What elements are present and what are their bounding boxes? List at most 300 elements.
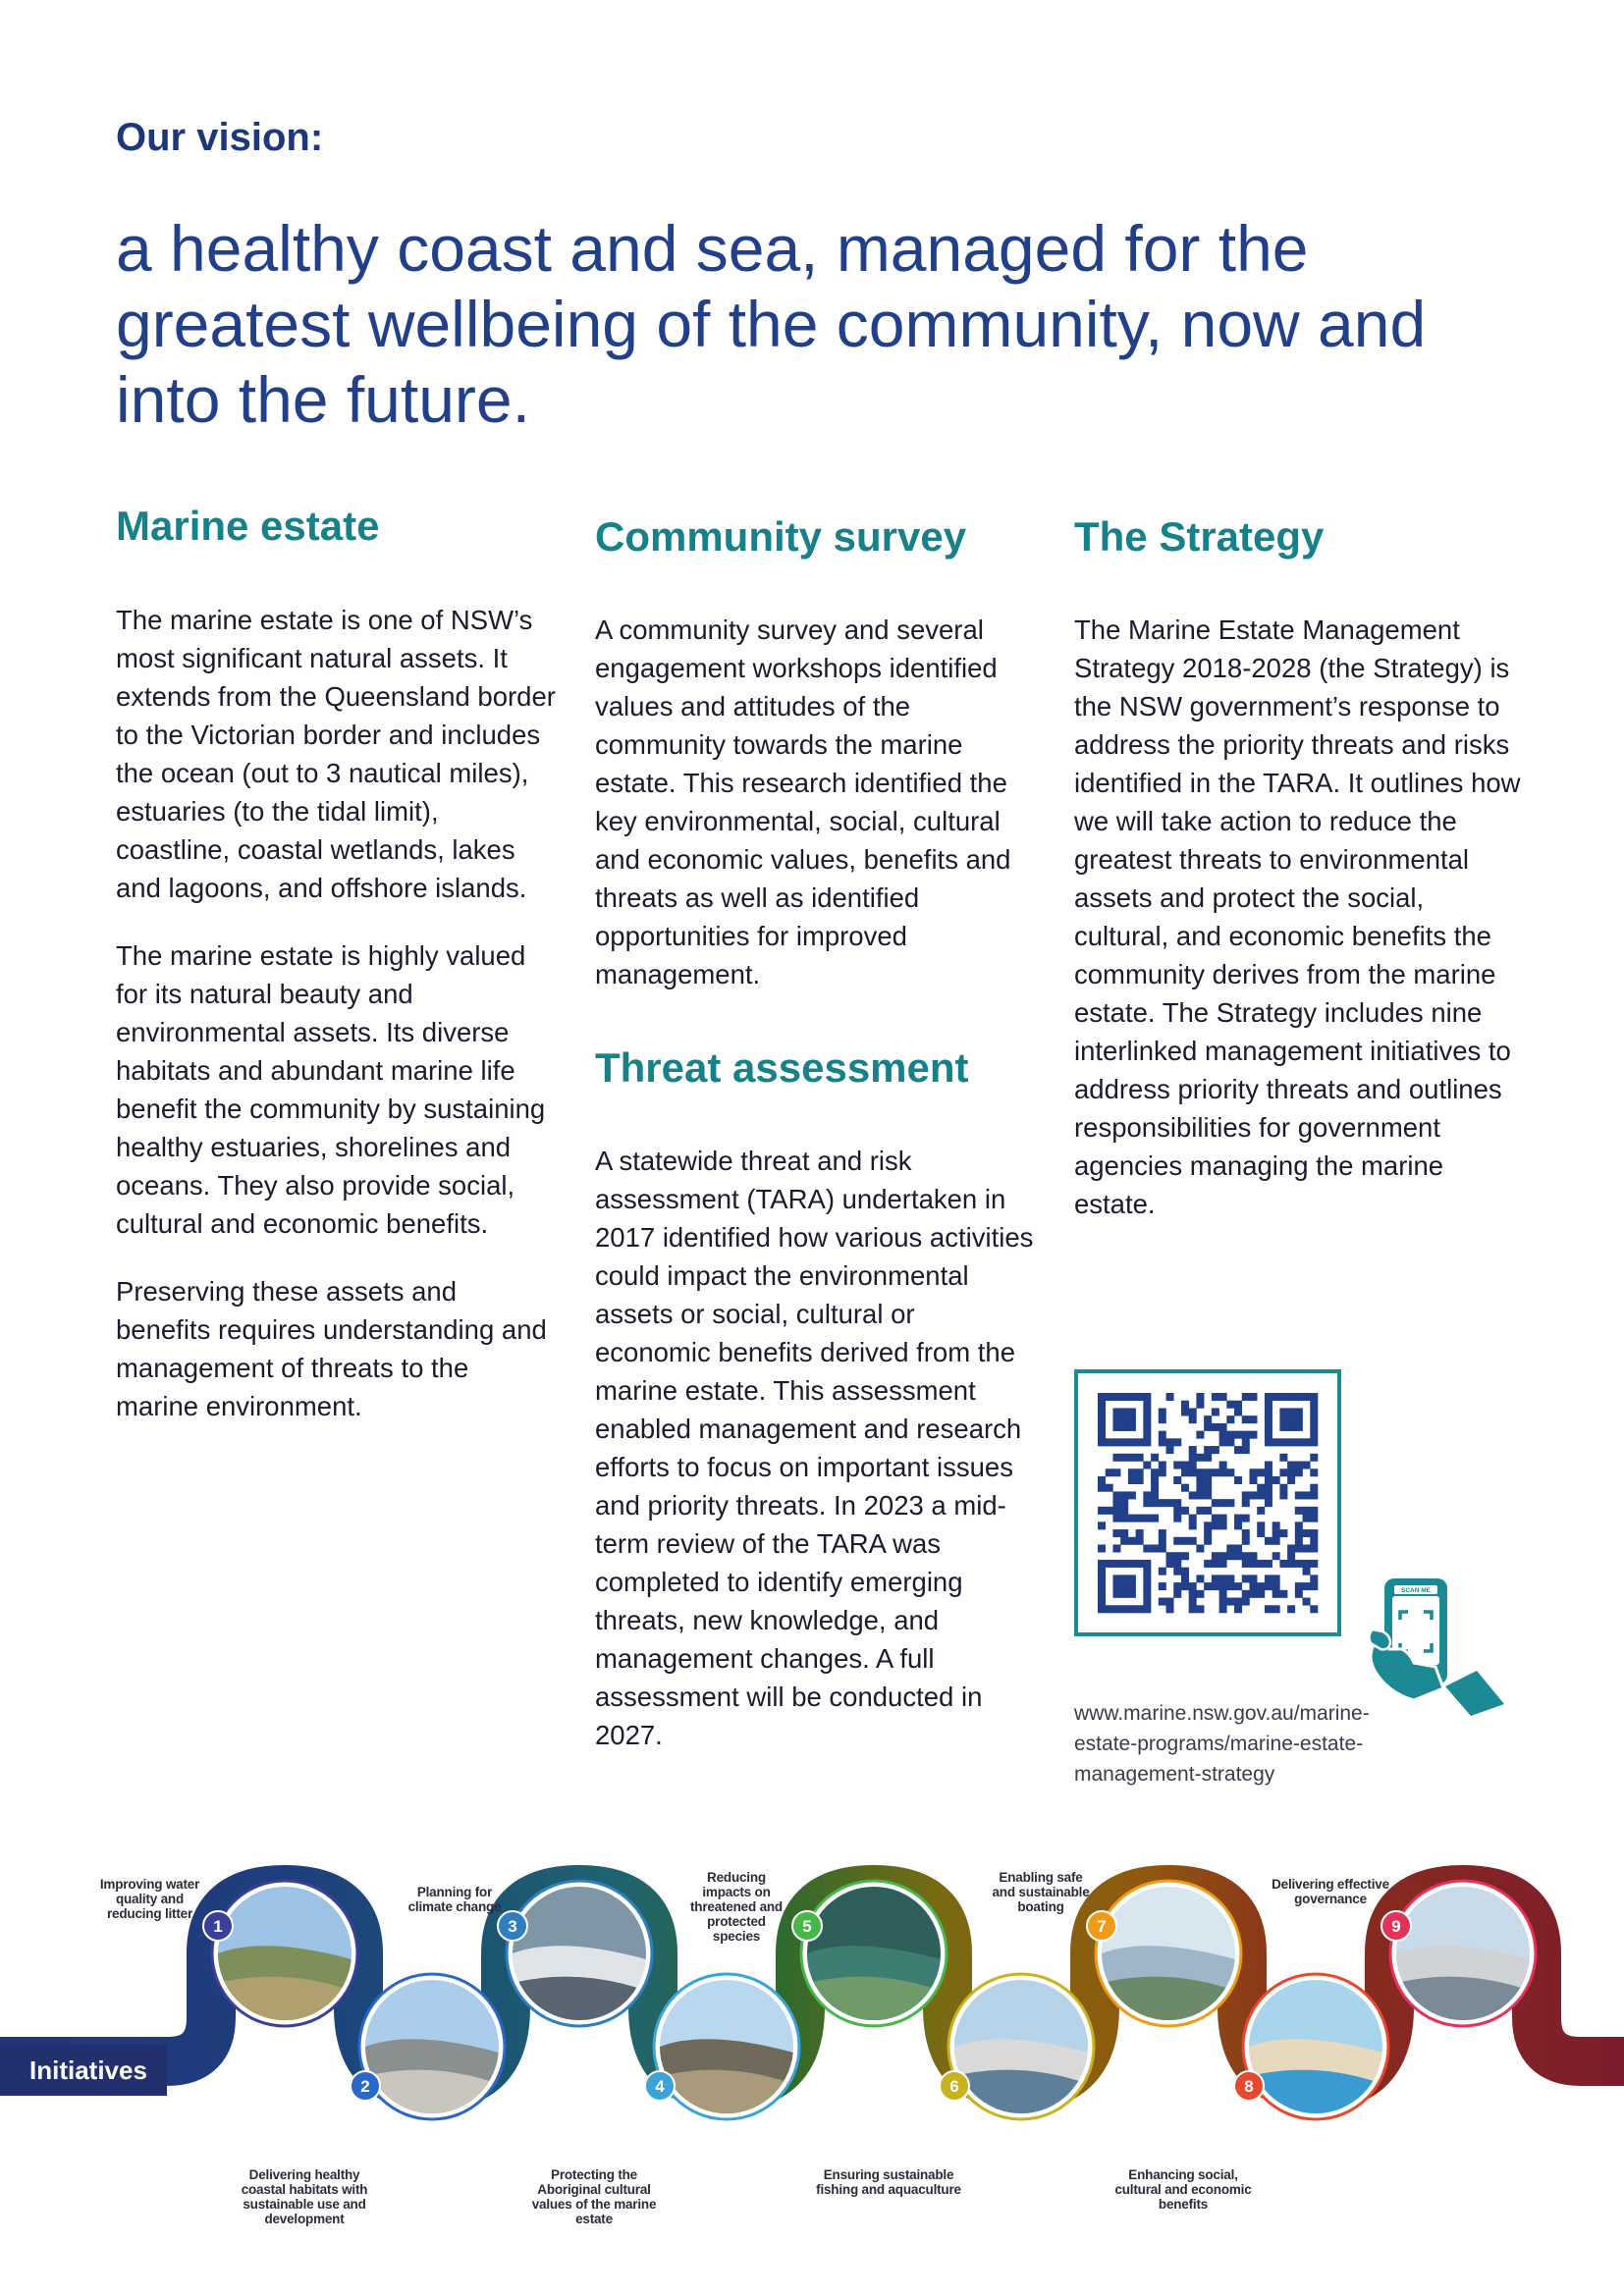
qr-module <box>1272 1582 1280 1590</box>
qr-module <box>1143 1560 1151 1568</box>
qr-module <box>1120 1415 1128 1423</box>
qr-module <box>1287 1605 1295 1613</box>
scan-me-text: SCAN ME <box>1401 1587 1431 1594</box>
qr-module <box>1204 1468 1212 1476</box>
qr-module <box>1106 1468 1113 1476</box>
qr-module <box>1166 1560 1174 1568</box>
qr-module <box>1265 1462 1272 1469</box>
qr-module <box>1249 1415 1257 1423</box>
qr-module <box>1234 1408 1242 1415</box>
qr-module <box>1120 1515 1128 1522</box>
qr-module <box>1226 1468 1234 1476</box>
qr-module <box>1112 1605 1120 1613</box>
qr-module <box>1098 1598 1106 1606</box>
initiative-1-label: Improving water quality and reducing litter <box>99 1877 200 1921</box>
strategy-body <box>1074 611 1526 1253</box>
qr-module <box>1136 1438 1144 1446</box>
qr-module <box>1204 1415 1212 1423</box>
qr-module <box>1226 1415 1234 1423</box>
qr-module <box>1279 1454 1287 1462</box>
qr-module <box>1310 1582 1318 1590</box>
qr-module <box>1136 1560 1144 1568</box>
qr-module <box>1181 1468 1189 1476</box>
qr-module <box>1128 1605 1136 1613</box>
initiative-8-label: Enhancing social, cultural and economic benefits <box>1114 2167 1252 2212</box>
qr-module <box>1098 1507 1106 1515</box>
initiative-7-label: Enabling safe and sustainable boating <box>992 1870 1090 1914</box>
qr-module <box>1219 1423 1227 1431</box>
qr-module <box>1295 1393 1303 1401</box>
qr-module <box>1173 1462 1181 1469</box>
qr-module <box>1249 1393 1257 1401</box>
qr-module <box>1212 1575 1219 1582</box>
qr-module <box>1120 1491 1128 1499</box>
qr-module <box>1310 1484 1318 1492</box>
qr-module <box>1143 1438 1151 1446</box>
initiative-number: 9 <box>1391 1917 1401 1936</box>
initiative-7-circle <box>1096 1881 1241 2026</box>
qr-module <box>1159 1431 1166 1439</box>
qr-module <box>1272 1476 1280 1484</box>
qr-module <box>1272 1529 1280 1537</box>
qr-module <box>1136 1605 1144 1613</box>
qr-module <box>1098 1401 1106 1409</box>
qr-module <box>1303 1438 1311 1446</box>
qr-module <box>1265 1537 1272 1545</box>
community-survey-body <box>595 611 1039 1023</box>
qr-module <box>1143 1590 1151 1598</box>
qr-module <box>1098 1575 1106 1582</box>
qr-module <box>1143 1598 1151 1606</box>
qr-module <box>1098 1431 1106 1439</box>
qr-module <box>1265 1468 1272 1476</box>
initiative-9-circle <box>1390 1881 1536 2026</box>
qr-module <box>1120 1582 1128 1590</box>
qr-module <box>1212 1499 1219 1507</box>
qr-module <box>1287 1415 1295 1423</box>
qr-module <box>1272 1575 1280 1582</box>
initiative-1-badge <box>203 1911 233 1941</box>
qr-module <box>1257 1582 1265 1590</box>
qr-module <box>1272 1605 1280 1613</box>
qr-module <box>1249 1468 1257 1476</box>
qr-module <box>1242 1575 1250 1582</box>
initiative-3-badge <box>498 1911 527 1941</box>
qr-module <box>1310 1529 1318 1537</box>
qr-module <box>1265 1401 1272 1409</box>
qr-module <box>1196 1454 1204 1462</box>
qr-module <box>1219 1605 1227 1613</box>
marine-estate-body <box>116 601 558 1455</box>
qr-module <box>1212 1515 1219 1522</box>
marine-estate-paragraph-1: The marine estate is one of NSW’s most significant natural assets. It extends from the Queensland border to the Victorian border and includes the ocean (out to 3 nautical miles), estuaries (to the tidal limit), coastline, coastal wetlands, lakes and lagoons, and offshore islands. <box>116 605 556 903</box>
qr-module <box>1257 1560 1265 1568</box>
qr-module <box>1189 1468 1197 1476</box>
qr-module <box>1128 1515 1136 1522</box>
qr-module <box>1249 1582 1257 1590</box>
qr-module <box>1295 1462 1303 1469</box>
qr-module <box>1249 1552 1257 1560</box>
qr-module <box>1112 1507 1120 1515</box>
initiative-number: 7 <box>1097 1917 1107 1936</box>
qr-module <box>1189 1408 1197 1415</box>
qr-module <box>1143 1544 1151 1552</box>
qr-module <box>1310 1415 1318 1423</box>
qr-module <box>1234 1598 1242 1606</box>
qr-module <box>1279 1415 1287 1423</box>
qr-module <box>1181 1462 1189 1469</box>
qr-module <box>1189 1582 1197 1590</box>
qr-module <box>1128 1468 1136 1476</box>
qr-module <box>1112 1408 1120 1415</box>
qr-module <box>1173 1499 1181 1507</box>
qr-module <box>1242 1598 1250 1606</box>
qr-module <box>1265 1476 1272 1484</box>
qr-module <box>1166 1499 1174 1507</box>
qr-module <box>1166 1446 1174 1454</box>
qr-module <box>1242 1529 1250 1537</box>
qr-module <box>1219 1590 1227 1598</box>
qr-module <box>1120 1590 1128 1598</box>
qr-module <box>1234 1544 1242 1552</box>
qr-module <box>1143 1605 1151 1613</box>
qr-module <box>1120 1575 1128 1582</box>
qr-module <box>1287 1476 1295 1484</box>
qr-module <box>1279 1438 1287 1446</box>
qr-module <box>1136 1468 1144 1476</box>
qr-module <box>1295 1423 1303 1431</box>
qr-module <box>1310 1454 1318 1462</box>
qr-module <box>1310 1468 1318 1476</box>
qr-module <box>1310 1537 1318 1545</box>
qr-module <box>1212 1552 1219 1560</box>
qr-module <box>1189 1462 1197 1469</box>
qr-module <box>1098 1408 1106 1415</box>
qr-module <box>1196 1476 1204 1484</box>
qr-module <box>1112 1491 1120 1499</box>
qr-module <box>1279 1560 1287 1568</box>
initiative-3-circle <box>507 1881 652 2026</box>
qr-module <box>1234 1522 1242 1529</box>
initiative-6-badge <box>940 2071 969 2101</box>
qr-module <box>1159 1468 1166 1476</box>
qr-module <box>1257 1529 1265 1537</box>
qr-module <box>1189 1446 1197 1454</box>
qr-module <box>1242 1438 1250 1446</box>
qr-module <box>1242 1537 1250 1545</box>
qr-code[interactable] <box>1078 1373 1337 1632</box>
qr-module <box>1136 1476 1144 1484</box>
qr-module <box>1279 1484 1287 1492</box>
qr-module <box>1112 1582 1120 1590</box>
qr-module <box>1295 1529 1303 1537</box>
threat-assessment-body <box>595 1142 1037 1784</box>
qr-module <box>1166 1438 1174 1446</box>
qr-module <box>1173 1552 1181 1560</box>
initiative-5-circle <box>801 1881 947 2026</box>
qr-module <box>1151 1491 1159 1499</box>
qr-module <box>1151 1468 1159 1476</box>
qr-module <box>1226 1401 1234 1409</box>
qr-module <box>1310 1575 1318 1582</box>
qr-module <box>1166 1393 1174 1401</box>
qr-module <box>1159 1537 1166 1545</box>
qr-module <box>1181 1582 1189 1590</box>
qr-module <box>1112 1560 1120 1568</box>
qr-module <box>1212 1522 1219 1529</box>
qr-module <box>1295 1507 1303 1515</box>
qr-module <box>1265 1408 1272 1415</box>
qr-module <box>1204 1560 1212 1568</box>
qr-module <box>1189 1590 1197 1598</box>
qr-module <box>1143 1423 1151 1431</box>
qr-module <box>1310 1393 1318 1401</box>
qr-module <box>1242 1446 1250 1454</box>
qr-module <box>1303 1568 1311 1575</box>
qr-module <box>1204 1423 1212 1431</box>
qr-module <box>1159 1499 1166 1507</box>
qr-module <box>1287 1438 1295 1446</box>
qr-module <box>1249 1476 1257 1484</box>
qr-module <box>1128 1393 1136 1401</box>
qr-module <box>1219 1598 1227 1606</box>
qr-module <box>1272 1537 1280 1545</box>
qr-module <box>1189 1598 1197 1606</box>
initiative-8-badge <box>1234 2071 1264 2101</box>
qr-module <box>1120 1438 1128 1446</box>
qr-module <box>1159 1568 1166 1575</box>
qr-module <box>1303 1582 1311 1590</box>
qr-module <box>1166 1605 1174 1613</box>
qr-module <box>1173 1590 1181 1598</box>
qr-module <box>1272 1590 1280 1598</box>
qr-module <box>1279 1423 1287 1431</box>
phone-scan-icon <box>1363 1571 1510 1718</box>
qr-module <box>1098 1423 1106 1431</box>
qr-module <box>1120 1560 1128 1568</box>
qr-module <box>1310 1401 1318 1409</box>
qr-module <box>1219 1462 1227 1469</box>
qr-module <box>1098 1476 1106 1484</box>
qr-module <box>1226 1544 1234 1552</box>
initiative-4-label: Protecting the Aboriginal cultural values of the marine estate <box>531 2167 657 2226</box>
qr-module <box>1136 1537 1144 1545</box>
qr-module <box>1310 1544 1318 1552</box>
qr-module <box>1303 1462 1311 1469</box>
qr-module <box>1166 1552 1174 1560</box>
qr-module <box>1212 1393 1219 1401</box>
qr-module <box>1159 1598 1166 1606</box>
qr-module <box>1226 1575 1234 1582</box>
qr-module <box>1265 1393 1272 1401</box>
qr-module <box>1287 1423 1295 1431</box>
qr-module <box>1112 1590 1120 1598</box>
qr-module <box>1173 1560 1181 1568</box>
qr-module <box>1310 1423 1318 1431</box>
qr-module <box>1112 1544 1120 1552</box>
qr-module <box>1310 1438 1318 1446</box>
qr-module <box>1279 1393 1287 1401</box>
qr-module <box>1219 1468 1227 1476</box>
strategy-url-link[interactable]: www.marine.nsw.gov.au/marine-estate-programs/marine-estate-management-strategy <box>1074 1702 1370 1786</box>
strategy-paragraph: The Marine Estate Management Strategy 2018-2028 (the Strategy) is the NSW government’s response to address the priority threats and risks identified in the TARA. It outlines how we will take action to reduce the greatest threats to environmental assets and protect the social, cultural, and economic benefits the community derives from the marine estate. The Strategy includes nine interlinked management initiatives to address priority threats and outlines responsibilities for government agencies managing the marine estate. <box>1074 614 1521 1219</box>
qr-module <box>1151 1515 1159 1522</box>
qr-module <box>1196 1401 1204 1409</box>
qr-module <box>1204 1484 1212 1492</box>
qr-module <box>1181 1484 1189 1492</box>
qr-module <box>1310 1491 1318 1499</box>
qr-module <box>1204 1537 1212 1545</box>
qr-module <box>1226 1499 1234 1507</box>
qr-module <box>1310 1507 1318 1515</box>
qr-module <box>1120 1537 1128 1545</box>
qr-module <box>1143 1491 1151 1499</box>
qr-module <box>1249 1590 1257 1598</box>
qr-module <box>1128 1590 1136 1598</box>
initiative-2-circle <box>359 1974 505 2119</box>
qr-module <box>1204 1582 1212 1590</box>
qr-module <box>1226 1431 1234 1439</box>
qr-module <box>1226 1552 1234 1560</box>
qr-module <box>1151 1499 1159 1507</box>
qr-module <box>1219 1575 1227 1582</box>
vision-label: Our vision: <box>116 116 324 159</box>
qr-module <box>1181 1401 1189 1409</box>
initiative-6-label: Ensuring sustainable fishing and aquaculture <box>816 2167 961 2197</box>
qr-module <box>1204 1529 1212 1537</box>
qr-module <box>1204 1522 1212 1529</box>
qr-module <box>1112 1393 1120 1401</box>
qr-module <box>1098 1393 1106 1401</box>
qr-module <box>1136 1515 1144 1522</box>
qr-module <box>1098 1560 1106 1568</box>
qr-module <box>1112 1438 1120 1446</box>
qr-module <box>1265 1499 1272 1507</box>
qr-module <box>1219 1393 1227 1401</box>
qr-module <box>1204 1454 1212 1462</box>
qr-module <box>1173 1438 1181 1446</box>
qr-module <box>1303 1515 1311 1522</box>
qr-module <box>1242 1431 1250 1439</box>
qr-module <box>1265 1423 1272 1431</box>
qr-module <box>1151 1544 1159 1552</box>
qr-module <box>1204 1507 1212 1515</box>
qr-module <box>1173 1582 1181 1590</box>
initiative-number: 1 <box>213 1917 223 1936</box>
qr-module <box>1295 1408 1303 1415</box>
qr-module <box>1219 1582 1227 1590</box>
qr-module <box>1196 1468 1204 1476</box>
qr-module <box>1287 1393 1295 1401</box>
qr-module <box>1106 1484 1113 1492</box>
qr-module <box>1295 1491 1303 1499</box>
threat-assessment-heading: Threat assessment <box>595 1044 969 1091</box>
qr-module <box>1112 1499 1120 1507</box>
qr-module <box>1242 1491 1250 1499</box>
qr-module <box>1249 1575 1257 1582</box>
initiative-9-badge <box>1381 1911 1411 1941</box>
qr-module <box>1196 1491 1204 1499</box>
qr-module <box>1204 1446 1212 1454</box>
qr-module <box>1310 1560 1318 1568</box>
qr-module <box>1159 1408 1166 1415</box>
qr-module <box>1143 1582 1151 1590</box>
qr-module <box>1196 1544 1204 1552</box>
qr-module <box>1303 1491 1311 1499</box>
qr-module <box>1265 1438 1272 1446</box>
initiative-number: 5 <box>802 1917 812 1936</box>
qr-module <box>1181 1537 1189 1545</box>
qr-code-frame[interactable] <box>1074 1369 1341 1636</box>
qr-module <box>1242 1552 1250 1560</box>
qr-module <box>1128 1537 1136 1545</box>
qr-module <box>1219 1438 1227 1446</box>
initiative-5-badge <box>792 1911 822 1941</box>
qr-module <box>1189 1454 1197 1462</box>
qr-module <box>1279 1529 1287 1537</box>
qr-module <box>1181 1408 1189 1415</box>
qr-module <box>1279 1468 1287 1476</box>
qr-module <box>1128 1582 1136 1590</box>
qr-module <box>1287 1560 1295 1568</box>
qr-module <box>1098 1544 1106 1552</box>
qr-module <box>1204 1476 1212 1484</box>
qr-module <box>1242 1515 1250 1522</box>
qr-module <box>1159 1415 1166 1423</box>
qr-module <box>1219 1431 1227 1439</box>
qr-module <box>1212 1560 1219 1568</box>
qr-module <box>1112 1454 1120 1462</box>
qr-module <box>1212 1582 1219 1590</box>
qr-module <box>1265 1605 1272 1613</box>
qr-module <box>1098 1438 1106 1446</box>
qr-module <box>1234 1552 1242 1560</box>
qr-module <box>1181 1552 1189 1560</box>
qr-module <box>1212 1468 1219 1476</box>
qr-module <box>1120 1499 1128 1507</box>
qr-module <box>1234 1582 1242 1590</box>
qr-module <box>1143 1415 1151 1423</box>
qr-module <box>1143 1401 1151 1409</box>
qr-module <box>1295 1537 1303 1545</box>
qr-module <box>1212 1446 1219 1454</box>
qr-module <box>1136 1529 1144 1537</box>
qr-module <box>1189 1491 1197 1499</box>
initiative-number: 3 <box>508 1917 517 1936</box>
qr-module <box>1234 1446 1242 1454</box>
qr-module <box>1295 1582 1303 1590</box>
qr-module <box>1242 1590 1250 1598</box>
qr-module <box>1234 1401 1242 1409</box>
qr-module <box>1272 1393 1280 1401</box>
qr-module <box>1106 1560 1113 1568</box>
qr-module <box>1257 1484 1265 1492</box>
qr-module <box>1181 1568 1189 1575</box>
qr-module <box>1128 1423 1136 1431</box>
qr-module <box>1128 1491 1136 1499</box>
initiative-number: 8 <box>1244 2077 1254 2096</box>
qr-module <box>1204 1491 1212 1499</box>
qr-module <box>1265 1415 1272 1423</box>
qr-module <box>1166 1598 1174 1606</box>
qr-module <box>1257 1590 1265 1598</box>
qr-module <box>1272 1552 1280 1560</box>
qr-module <box>1098 1415 1106 1423</box>
initiatives-badge: Initiatives <box>0 2045 167 2096</box>
qr-module <box>1287 1408 1295 1415</box>
qr-module <box>1310 1408 1318 1415</box>
qr-module <box>1098 1605 1106 1613</box>
